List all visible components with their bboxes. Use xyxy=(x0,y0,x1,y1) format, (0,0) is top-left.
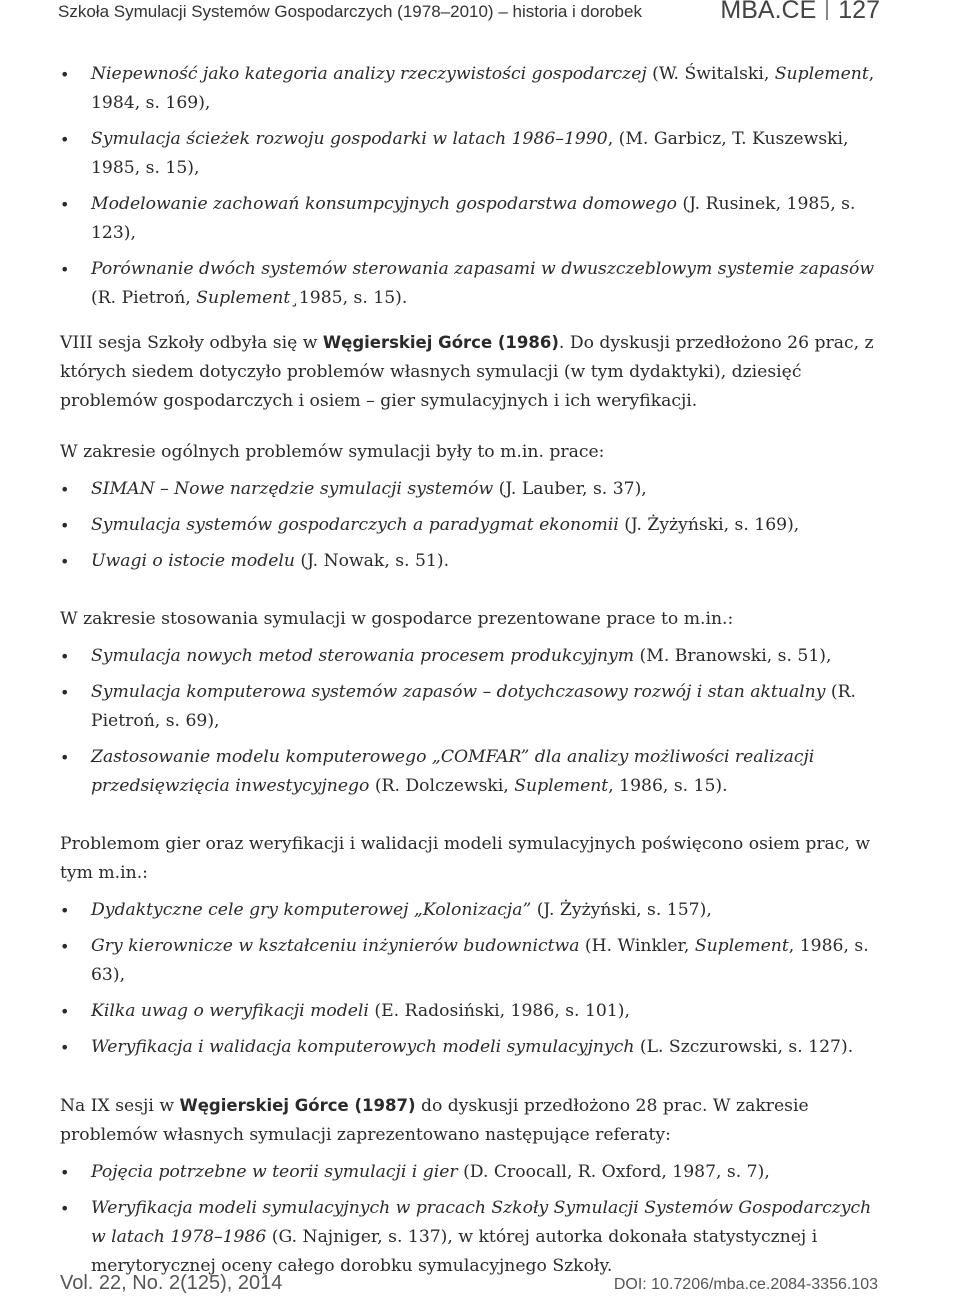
list-item: • Zastosowanie modelu komputerowego „COMFAR” dla analizy możliwości realizacji przedsięwzięcia inwestycyjnego (R. Dolczewski, Suplement, 1986, s. 15). xyxy=(60,743,885,801)
paragraph-viii-session: VIII sesja Szkoły odbyła się w Węgierskiej Górce (1986). Do dyskusji przedłożono 26 prac, z których siedem dotyczyło problemów własnych symulacji (w tym dydaktyki), dziesięć problemów gospodarczych i osiem – gier symulacyjnych i ich weryfikacji. xyxy=(60,333,874,411)
list-item: • Weryfikacja i walidacja komputerowych modeli symulacyjnych (L. Szczurowski, s. 127). xyxy=(60,1033,885,1062)
header-journal-page xyxy=(720,0,880,25)
paragraph-applied: W zakresie stosowania symulacji w gospodarce prezentowane prace to m.in.: xyxy=(60,609,734,629)
bullet-list-viii-sesja xyxy=(60,60,885,313)
bullet-list-ix-sesja xyxy=(60,1158,885,1281)
bullet-list-games xyxy=(60,896,885,1062)
list-item: • Symulacja systemów gospodarczych a paradygmat ekonomii (J. Żyżyński, s. 169), xyxy=(60,511,885,540)
list-item: • Dydaktyczne cele gry komputerowej „Kolonizacja” (J. Żyżyński, s. 157), xyxy=(60,896,885,925)
paragraph-ix-session: Na IX sesji w Węgierskiej Górce (1987) do dyskusji przedłożono 28 prac. W zakresie problemów własnych symulacji zaprezentowano następujące referaty: xyxy=(60,1096,809,1145)
list-item: • SIMAN – Nowe narzędzie symulacji systemów (J. Lauber, s. 37), xyxy=(60,475,885,504)
footer-doi: DOI: 10.7206/mba.ce.2084-3356.103 xyxy=(613,1276,878,1293)
bullet-list-general xyxy=(60,475,885,576)
list-item: • Weryfikacja modeli symulacyjnych w pracach Szkoły Symulacji Systemów Gospodarczych w latach 1978–1986 (G. Najniger, s. 137), w której autorka dokonała statystycznej i merytorycznej oceny całego dorobku symulacyjnego Szkoły. xyxy=(60,1194,885,1281)
header-divider xyxy=(826,0,828,20)
list-item: • Symulacja ścieżek rozwoju gospodarki w latach 1986–1990, (M. Garbicz, T. Kuszewski, 1985, s. 15), xyxy=(60,125,885,183)
list-item: • Symulacja komputerowa systemów zapasów – dotychczasowy rozwój i stan aktualny (R. Pietroń, s. 69), xyxy=(60,678,885,736)
list-item: • Porównanie dwóch systemów sterowania zapasami w dwuszczeblowym systemie zapasów (R. Pietroń, Suplement¸1985, s. 15). xyxy=(60,255,885,313)
header-title: Szkoła Symulacji Systemów Gospodarczych (1978–2010) – historia i dorobek xyxy=(58,2,642,21)
paragraph-games: Problemom gier oraz weryfikacji i walidacji modeli symulacyjnych poświęcono osiem prac, w tym m.in.: xyxy=(60,834,871,883)
page-number: 127 xyxy=(838,0,880,24)
list-item: • Kilka uwag o weryfikacji modeli (E. Radosiński, 1986, s. 101), xyxy=(60,997,885,1026)
paragraph-general-problems: W zakresie ogólnych problemów symulacji były to m.in. prace: xyxy=(60,442,605,462)
list-item: • Pojęcia potrzebne w teorii symulacji i gier (D. Croocall, R. Oxford, 1987, s. 7), xyxy=(60,1158,885,1187)
list-item: • Niepewność jako kategoria analizy rzeczywistości gospodarczej (W. Świtalski, Suplement, 1984, s. 169), xyxy=(60,60,885,118)
bullet-list-applied xyxy=(60,642,885,801)
list-item: • Gry kierownicze w kształceniu inżynierów budownictwa (H. Winkler, Suplement, 1986, s. 63), xyxy=(60,932,885,990)
article-body xyxy=(60,60,885,1288)
list-item: • Modelowanie zachowań konsumpcyjnych gospodarstwa domowego (J. Rusinek, 1985, s. 123), xyxy=(60,190,885,248)
journal-name: MBA.CE xyxy=(720,0,817,24)
list-item: • Uwagi o istocie modelu (J. Nowak, s. 51). xyxy=(60,547,885,576)
list-item: • Symulacja nowych metod sterowania procesem produkcyjnym (M. Branowski, s. 51), xyxy=(60,642,885,671)
footer-volume: Vol. 22, No. 2(125), 2014 xyxy=(60,1272,283,1294)
running-header xyxy=(58,0,880,29)
